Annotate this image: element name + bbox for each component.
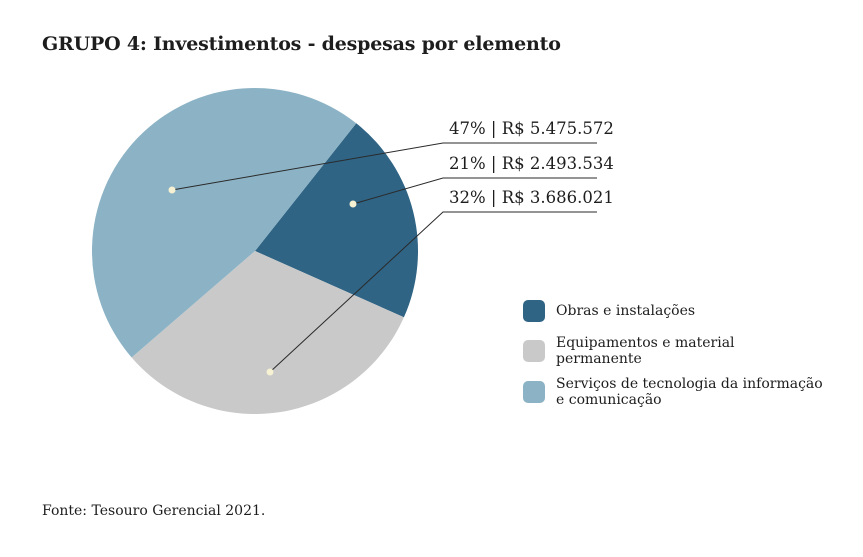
legend-swatch-servicos (523, 381, 545, 403)
callout-dot-servicos (169, 187, 176, 194)
legend-label-equipamentos: Equipamentos e material permanente (556, 335, 735, 367)
chart-title: GRUPO 4: Investimentos - despesas por elemento (42, 33, 561, 55)
callout-dot-obras (350, 201, 357, 208)
source-note: Fonte: Tesouro Gerencial 2021. (42, 503, 266, 519)
legend-swatch-equipamentos (523, 340, 545, 362)
legend-item-servicos (523, 376, 823, 408)
callout-label-servicos: 47% | R$ 5.475.572 (449, 119, 614, 138)
callout-label-obras: 21% | R$ 2.493.534 (449, 154, 614, 173)
legend-swatch-obras (523, 300, 545, 322)
legend-item-equipamentos (523, 335, 823, 367)
callout-label-equipamentos: 32% | R$ 3.686.021 (449, 188, 614, 207)
legend (523, 300, 823, 408)
legend-label-servicos-line1: Serviços de tecnologia da informação (556, 376, 823, 392)
legend-label-servicos-line2: e comunicação (556, 392, 662, 408)
callout-dot-equipamentos (267, 369, 274, 376)
legend-label-obras: Obras e instalações (556, 303, 696, 319)
legend-item-obras (523, 300, 823, 322)
